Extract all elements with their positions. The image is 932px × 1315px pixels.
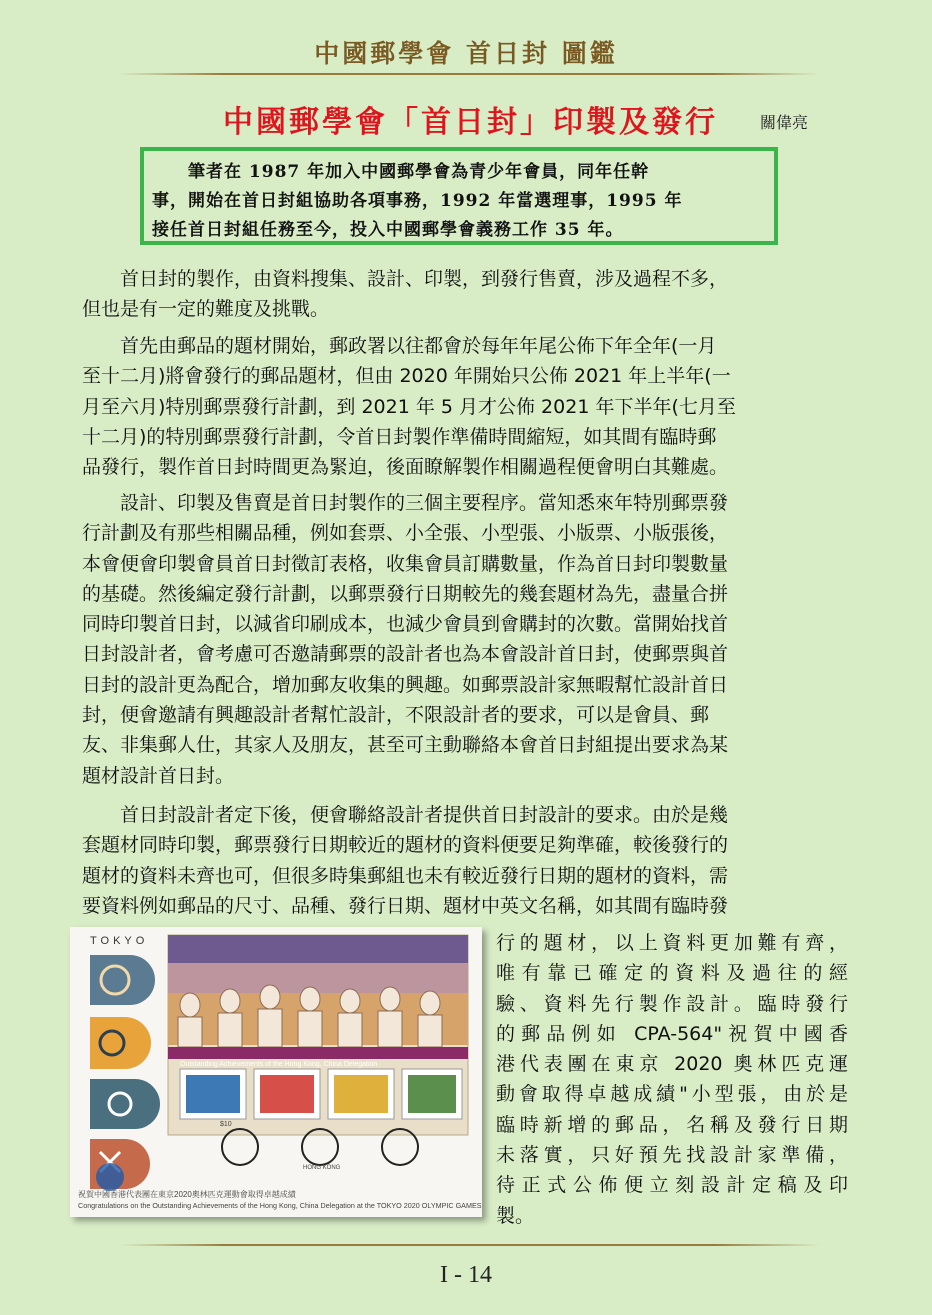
paragraph-line: 日封的設計更為配合，增加郵友收集的興趣。如郵票設計家無暇幫忙設計首日 — [82, 673, 729, 696]
postmark-text: HONG KONG — [303, 1165, 341, 1171]
paragraph-line: 日封設計者，會考慮可否邀請郵票的設計者也為本會設計首日封，使郵票與首 — [82, 643, 729, 666]
cover-caption-english: Congratulations on the Outstanding Achievements of the Hong Kong, China Delegation at the TOKYO 2020 OLYMPIC GAMES — [78, 1201, 482, 1210]
paragraph-3 — [82, 488, 850, 791]
article-title: 中國郵學會「首日封」印製及發行 — [223, 105, 718, 140]
paragraph-line: 要資料例如郵品的尺寸、品種、發行日期、題材中英文名稱，如其間有臨時發 — [82, 894, 729, 917]
sheet-heading: Outstanding Achievements of the Hong Kong, China Delegation — [180, 1061, 378, 1068]
paragraph-line: 的基礎。然後編定發行計劃，以郵票發行日期較先的幾套題材為先，盡量合拼 — [82, 582, 729, 605]
header-divider — [118, 73, 818, 75]
cover-illustration — [70, 927, 482, 1217]
paragraph-line: 封，便會邀請有興趣設計者幫忙設計，不限設計者的要求，可以是會員、郵 — [82, 704, 710, 727]
paragraph-line: 品發行，製作首日封時間更為緊迫，後面瞭解製作相關過程便會明白其難處。 — [82, 456, 729, 479]
paragraph-line: 友、非集郵人仕，其家人及朋友，甚至可主動聯絡本會首日封組提出要求為某 — [82, 734, 729, 757]
paragraph-line: 但也是有一定的難度及挑戰。 — [82, 298, 330, 321]
intro-line: 接任首日封組任務至今，投入中國郵學會義務工作 35 年。 — [152, 220, 624, 240]
paragraph-line: 首日封設計者定下後，便會聯絡設計者提供首日封設計的要求。由於是幾 — [120, 804, 729, 826]
paragraph-line: 動會取得卓越成績"小型張，由於是 — [496, 1083, 848, 1106]
paragraph-line: 十二月)的特別郵票發行計劃，令首日封製作準備時間縮短，如其間有臨時郵 — [82, 425, 717, 448]
paragraph-line: 行的題材，以上資料更加難有齊， — [496, 932, 848, 954]
paragraph-line: 製。 — [496, 1204, 535, 1227]
paragraph-2 — [82, 331, 850, 482]
header-title: 中國郵學會 首日封 圖鑑 — [314, 39, 618, 68]
paragraph-line: 臨時新增的郵品，名稱及發行日期 — [496, 1113, 848, 1136]
paragraph-line: 題材的資料未齊也可，但很多時集郵組也未有較近發行日期的題材的資料，需 — [82, 864, 729, 887]
paragraph-line: 唯有靠已確定的資料及過往的經 — [496, 962, 848, 985]
paragraph-line: 套題材同時印製，郵票發行日期較近的題材的資料便要足夠準確，較後發行的 — [82, 834, 729, 857]
paragraph-line: 題材設計首日封。 — [82, 764, 235, 787]
paragraph-line: 月至六月)特別郵票發行計劃，到 2021 年 5 月才公佈 2021 年下半年(七月至 — [82, 395, 736, 418]
right-column-text — [496, 928, 848, 1231]
paragraph-line: 港代表團在東京 2020 奧林匹克運 — [496, 1053, 848, 1076]
paragraph-1 — [82, 264, 850, 325]
intro-line: 筆者在 1987 年加入中國郵學會為青少年會員，同年任幹 — [152, 162, 650, 182]
stamp-value: $10 — [220, 1121, 232, 1128]
intro-line: 事，開始在首日封組協助各項事務，1992 年當選理事，1995 年 — [152, 191, 683, 211]
page-number: I - 14 — [440, 1262, 492, 1288]
paragraph-line: 的郵品例如 CPA-564"祝賀中國香 — [496, 1022, 848, 1045]
paragraph-line: 首先由郵品的題材開始，郵政署以往都會於每年年尾公佈下年全年(一月 — [120, 335, 717, 357]
paragraph-line: 設計、印製及售賣是首日封製作的三個主要程序。當知悉來年特別郵票發 — [120, 492, 729, 514]
cover-caption-chinese: 祝賀中國香港代表團在東京2020奧林匹克運動會取得卓越成績 — [78, 1190, 296, 1199]
first-day-cover-image — [70, 927, 482, 1217]
paragraph-4 — [82, 800, 850, 921]
intro-box — [140, 147, 778, 245]
paragraph-line: 同時印製首日封，以減省印刷成本，也減少會員到會購封的次數。當開始找首 — [82, 613, 729, 636]
paragraph-line: 驗、資料先行製作設計。臨時發行 — [496, 992, 848, 1015]
paragraph-line: 未落實，只好預先找設計家準備， — [496, 1144, 848, 1167]
souvenir-sheet — [168, 935, 468, 1165]
paragraph-line: 本會便會印製會員首日封徵訂表格，收集會員訂購數量，作為首日封印製數量 — [82, 552, 729, 575]
paragraph-line: 行計劃及有那些相關品種，例如套票、小全張、小型張、小版票、小版張後， — [82, 522, 729, 545]
cover-tokyo-label: TOKYO — [90, 935, 149, 947]
footer-divider — [120, 1244, 820, 1246]
paragraph-line: 首日封的製作，由資料搜集、設計、印製，到發行售賣，涉及過程不多， — [120, 268, 729, 290]
paragraph-line: 待正式公佈便立刻設計定稿及印 — [496, 1174, 848, 1197]
paragraph-line: 至十二月)將會發行的郵品題材，但由 2020 年開始只公佈 2021 年上半年(一 — [82, 365, 731, 388]
article-author: 關偉亮 — [760, 113, 809, 132]
